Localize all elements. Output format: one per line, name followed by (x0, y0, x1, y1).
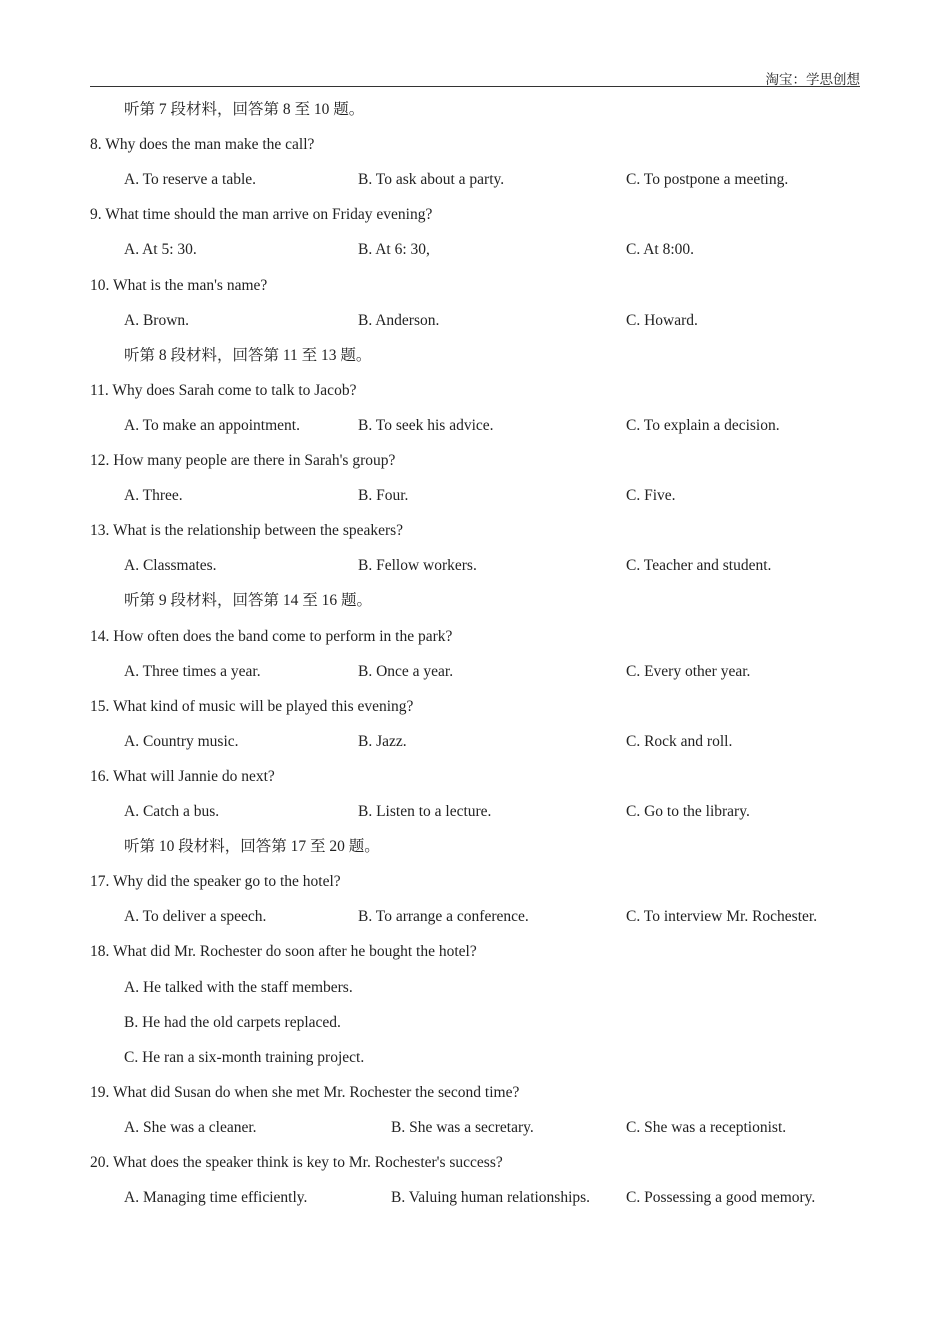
question-text: 12. How many people are there in Sarah's group? (90, 452, 396, 469)
answer-option-c: C. She was a receptionist. (626, 1119, 787, 1136)
question-text: 9. What time should the man arrive on Friday evening? (90, 206, 433, 223)
question-text: 17. Why did the speaker go to the hotel? (90, 873, 341, 890)
answer-option-a: A. Three times a year. (124, 663, 261, 680)
answer-option-a: A. Brown. (124, 312, 190, 329)
answer-option-b: B. Once a year. (358, 663, 454, 680)
answer-option-b: B. To ask about a party. (358, 171, 505, 188)
question-text: 11. Why does Sarah come to talk to Jacob? (90, 382, 357, 399)
answer-option-b: B. At 6: 30, (358, 241, 430, 258)
answer-option-c: C. Teacher and student. (626, 557, 772, 574)
answer-option-b: B. Listen to a lecture. (358, 803, 492, 820)
question-text: 8. Why does the man make the call? (90, 136, 315, 153)
answer-option-a: A. Classmates. (124, 557, 217, 574)
answer-option-a: A. To reserve a table. (124, 171, 257, 188)
answer-option-c: C. Go to the library. (626, 803, 750, 820)
answer-option-c: C. Every other year. (626, 663, 751, 680)
answer-option-c: C. To explain a decision. (626, 417, 780, 434)
answer-option-b: B. Anderson. (358, 312, 440, 329)
section-text: C. He ran a six-month training project. (124, 1049, 365, 1066)
section-text: 听第 9 段材料，回答第 14 至 16 题。 (124, 592, 373, 609)
question-text: 18. What did Mr. Rochester do soon after he bought the hotel? (90, 943, 477, 960)
question-text: 16. What will Jannie do next? (90, 768, 275, 785)
answer-option-b: B. She was a secretary. (391, 1119, 534, 1136)
answer-option-b: B. Jazz. (358, 733, 407, 750)
answer-option-b: B. Valuing human relationships. (391, 1189, 591, 1206)
answer-option-c: C. Possessing a good memory. (626, 1189, 816, 1206)
answer-option-a: A. To make an appointment. (124, 417, 300, 434)
answer-option-a: A. Three. (124, 487, 183, 504)
question-text: 20. What does the speaker think is key to Mr. Rochester's success? (90, 1154, 503, 1171)
answer-option-c: C. Rock and roll. (626, 733, 733, 750)
question-text: 19. What did Susan do when she met Mr. Rochester the second time? (90, 1084, 520, 1101)
question-text: 13. What is the relationship between the speakers? (90, 522, 404, 539)
answer-option-a: A. At 5: 30. (124, 241, 197, 258)
section-text: 听第 10 段材料，回答第 17 至 20 题。 (124, 838, 380, 855)
answer-option-c: C. Five. (626, 487, 676, 504)
answer-option-b: B. Fellow workers. (358, 557, 477, 574)
answer-option-a: A. Managing time efficiently. (124, 1189, 308, 1206)
page-header (90, 66, 860, 87)
answer-option-b: B. To seek his advice. (358, 417, 494, 434)
section-text: 听第 7 段材料，回答第 8 至 10 题。 (124, 101, 365, 118)
answer-option-c: C. At 8:00. (626, 241, 695, 258)
section-text: 听第 8 段材料，回答第 11 至 13 题。 (124, 347, 372, 364)
answer-option-c: C. To interview Mr. Rochester. (626, 908, 818, 925)
header-text: 淘宝：学思创想 (765, 72, 860, 87)
answer-option-a: A. She was a cleaner. (124, 1119, 257, 1136)
question-text: 15. What kind of music will be played this evening? (90, 698, 414, 715)
answer-option-c: C. To postpone a meeting. (626, 171, 789, 188)
answer-option-a: A. Country music. (124, 733, 239, 750)
answer-option-a: A. To deliver a speech. (124, 908, 267, 925)
answer-option-b: B. To arrange a conference. (358, 908, 529, 925)
section-text: A. He talked with the staff members. (124, 979, 353, 996)
answer-option-b: B. Four. (358, 487, 409, 504)
answer-option-c: C. Howard. (626, 312, 698, 329)
answer-option-a: A. Catch a bus. (124, 803, 220, 820)
question-text: 14. How often does the band come to perform in the park? (90, 628, 453, 645)
question-text: 10. What is the man's name? (90, 277, 268, 294)
section-text: B. He had the old carpets replaced. (124, 1014, 341, 1031)
